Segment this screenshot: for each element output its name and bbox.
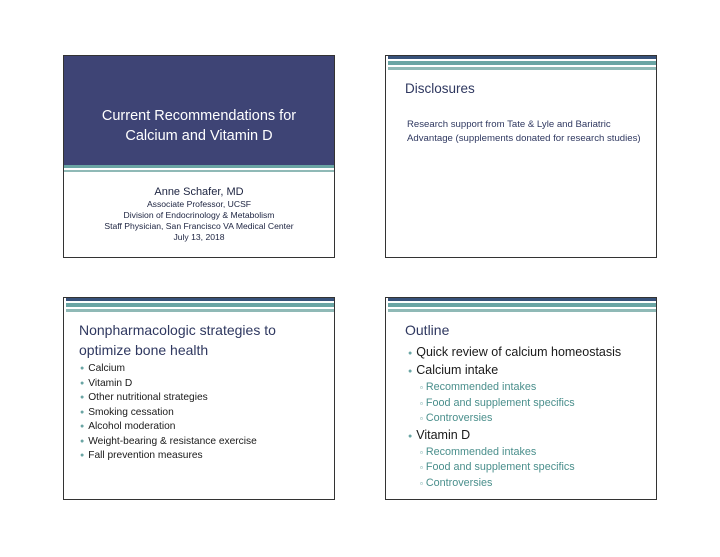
bullet-icon: ● <box>80 394 85 401</box>
square-bullet-icon: ▫ <box>420 447 423 457</box>
bullet-icon: ● <box>80 379 85 387</box>
author-affiliation: Staff Physician, San Francisco VA Medical Center <box>104 221 294 231</box>
square-bullet-icon: ▫ <box>420 414 423 424</box>
list-item: ● Other nutritional strategies <box>80 392 208 403</box>
slide-title <box>63 55 335 258</box>
bullet-icon: ● <box>80 423 85 430</box>
bullet-icon: ● <box>80 408 85 416</box>
header-bars <box>64 298 334 314</box>
slide-heading: Outline <box>405 322 450 338</box>
list-item: ● Vitamin D <box>408 427 471 442</box>
bullet-icon: ● <box>408 368 413 375</box>
slide-heading: Disclosures <box>405 81 475 96</box>
slide-disclosures <box>385 55 657 258</box>
square-bullet-icon: ▫ <box>420 398 423 408</box>
list-item: ● Alcohol moderation <box>80 421 176 432</box>
list-item: ● Smoking cessation <box>80 406 174 418</box>
sub-list-item: ▫ Food and supplement specifics <box>420 461 575 474</box>
sub-list-item: ▫ Controversies <box>420 412 493 425</box>
header-bars <box>386 298 656 314</box>
bullet-icon: ● <box>408 350 413 357</box>
header-bars <box>386 56 656 72</box>
sub-list-item: ▫ Recommended intakes <box>420 445 537 458</box>
bullet-icon: ● <box>408 432 413 440</box>
slide-strategies <box>63 297 335 500</box>
list-item: ● Fall prevention measures <box>80 450 203 461</box>
sub-list-item: ▫ Recommended intakes <box>420 381 537 393</box>
title-line-1: Current Recommendations for <box>101 108 297 124</box>
list-item: ● Calcium <box>80 363 126 374</box>
bullet-icon: ● <box>80 452 85 459</box>
list-item: ● Vitamin D <box>80 377 133 389</box>
bullet-icon: ● <box>80 365 85 372</box>
slide-heading: Nonpharmacologic strategies to optimize bone health <box>79 322 276 358</box>
square-bullet-icon: ▫ <box>420 383 423 392</box>
title-line-2: Calcium and Vitamin D <box>125 128 273 144</box>
author-block <box>64 186 334 243</box>
square-bullet-icon: ▫ <box>420 463 423 473</box>
accent-line <box>64 165 334 168</box>
outline-list <box>408 344 621 492</box>
bullet-icon: ● <box>80 437 85 445</box>
presentation-date: July 13, 2018 <box>173 232 225 242</box>
list-item: ● Quick review of calcium homeostasis <box>408 345 622 359</box>
sub-list-item: ▫ Food and supplement specifics <box>420 396 575 409</box>
strategy-list <box>80 362 257 464</box>
list-item: ● Calcium intake <box>408 363 499 377</box>
author-title: Associate Professor, UCSF <box>146 199 252 209</box>
accent-line <box>64 170 334 172</box>
presentation-title <box>64 106 334 146</box>
author-name: Anne Schafer, MD <box>154 186 244 198</box>
author-division: Division of Endocrinology & Metabolism <box>123 210 275 220</box>
list-item: ● Weight-bearing & resistance exercise <box>80 435 257 447</box>
square-bullet-icon: ▫ <box>420 478 423 488</box>
slide-outline <box>385 297 657 500</box>
sub-list-item: ▫ Controversies <box>420 476 493 489</box>
disclosure-text: Research support from Tate & Lyle and Bariatric Advantage (supplements donated for research studies) <box>407 119 641 144</box>
